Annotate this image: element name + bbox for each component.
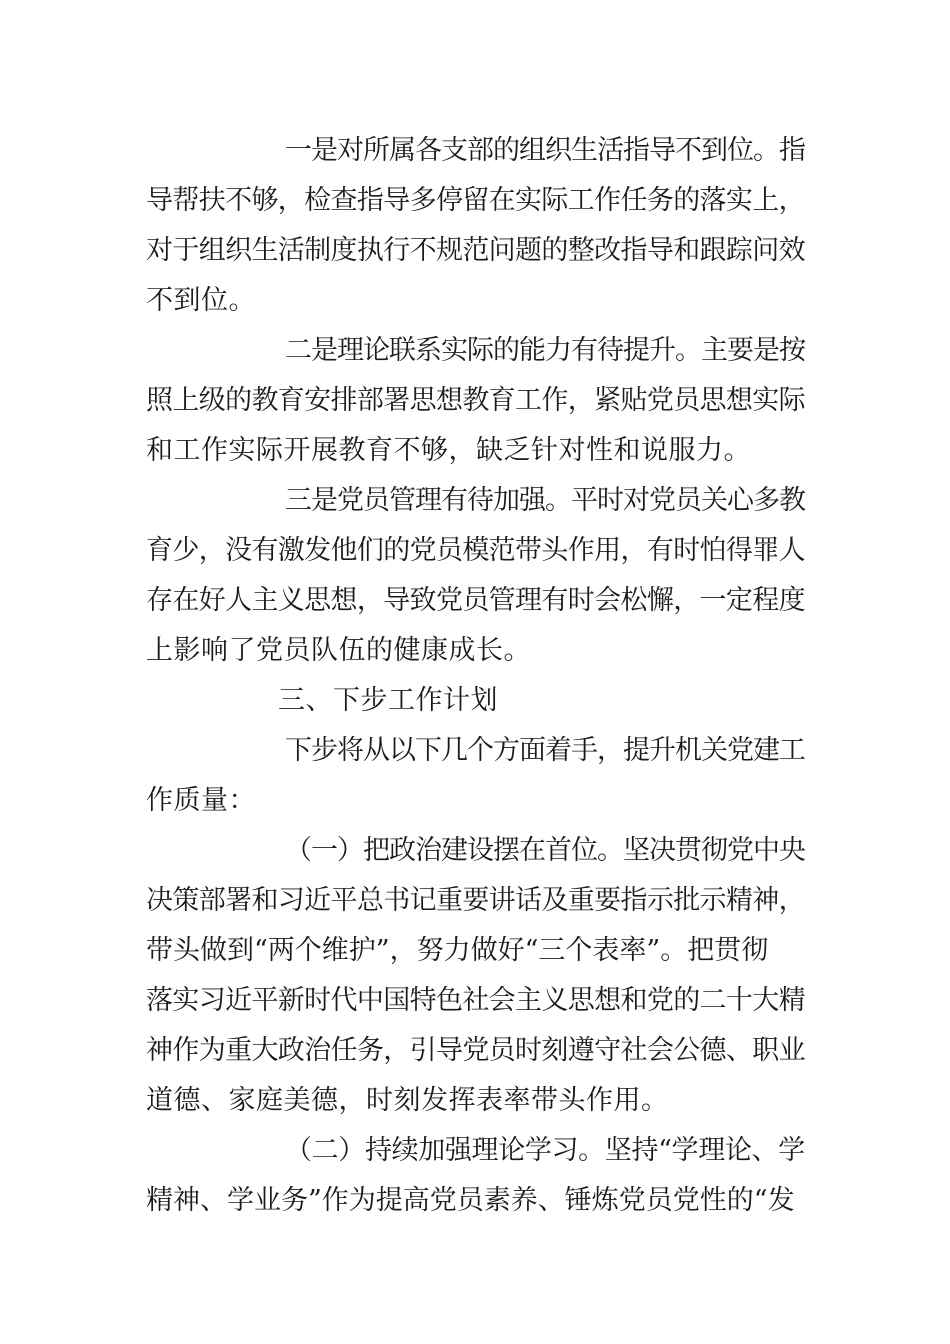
paragraph-1-line-1: 一是对所属各支部的组织生活指导不到位。指 xyxy=(285,135,805,166)
paragraph-1-line-3: 对于组织生活制度执行不规范问题的整改指导和跟踪问效 xyxy=(146,235,805,266)
paragraph-1-line-4: 不到位。 xyxy=(146,285,256,316)
paragraph-5-line-5: 神作为重大政治任务，引导党员时刻遵守社会公德、职业 xyxy=(146,1035,805,1066)
section-heading: 三、下步工作计划 xyxy=(278,685,498,716)
paragraph-3-line-4: 上影响了党员队伍的健康成长。 xyxy=(146,635,531,666)
paragraph-6-line-1: （二）持续加强理论学习。坚持“学理论、学 xyxy=(285,1135,805,1166)
paragraph-6-line-2: 精神、学业务”作为提高党员素养、锤炼党员党性的“发 xyxy=(146,1185,795,1216)
paragraph-5-line-6: 道德、家庭美德，时刻发挥表率带头作用。 xyxy=(146,1085,669,1116)
paragraph-4-line-2: 作质量： xyxy=(146,785,256,816)
paragraph-5-line-3: 带头做到“两个维护”，努力做好“三个表率”。把贯彻 xyxy=(146,935,769,966)
paragraph-5-line-2: 决策部署和习近平总书记重要讲话及重要指示批示精神， xyxy=(146,885,805,916)
paragraph-3-line-2: 育少，没有激发他们的党员模范带头作用，有时怕得罪人 xyxy=(146,535,805,566)
paragraph-2-line-3: 和工作实际开展教育不够，缺乏针对性和说服力。 xyxy=(146,435,751,466)
paragraph-3-line-3: 存在好人主义思想，导致党员管理有时会松懈，一定程度 xyxy=(146,585,805,616)
paragraph-5-line-4: 落实习近平新时代中国特色社会主义思想和党的二十大精 xyxy=(146,985,805,1016)
paragraph-2-line-1: 二是理论联系实际的能力有待提升。主要是按 xyxy=(285,335,805,366)
paragraph-3-line-1: 三是党员管理有待加强。平时对党员关心多教 xyxy=(285,485,805,516)
paragraph-2-line-2: 照上级的教育安排部署思想教育工作，紧贴党员思想实际 xyxy=(146,385,805,416)
paragraph-1-line-2: 导帮扶不够，检查指导多停留在实际工作任务的落实上， xyxy=(146,185,805,216)
paragraph-5-line-1: （一）把政治建设摆在首位。坚决贯彻党中央 xyxy=(285,835,805,866)
paragraph-4-line-1: 下步将从以下几个方面着手，提升机关党建工 xyxy=(285,735,805,766)
